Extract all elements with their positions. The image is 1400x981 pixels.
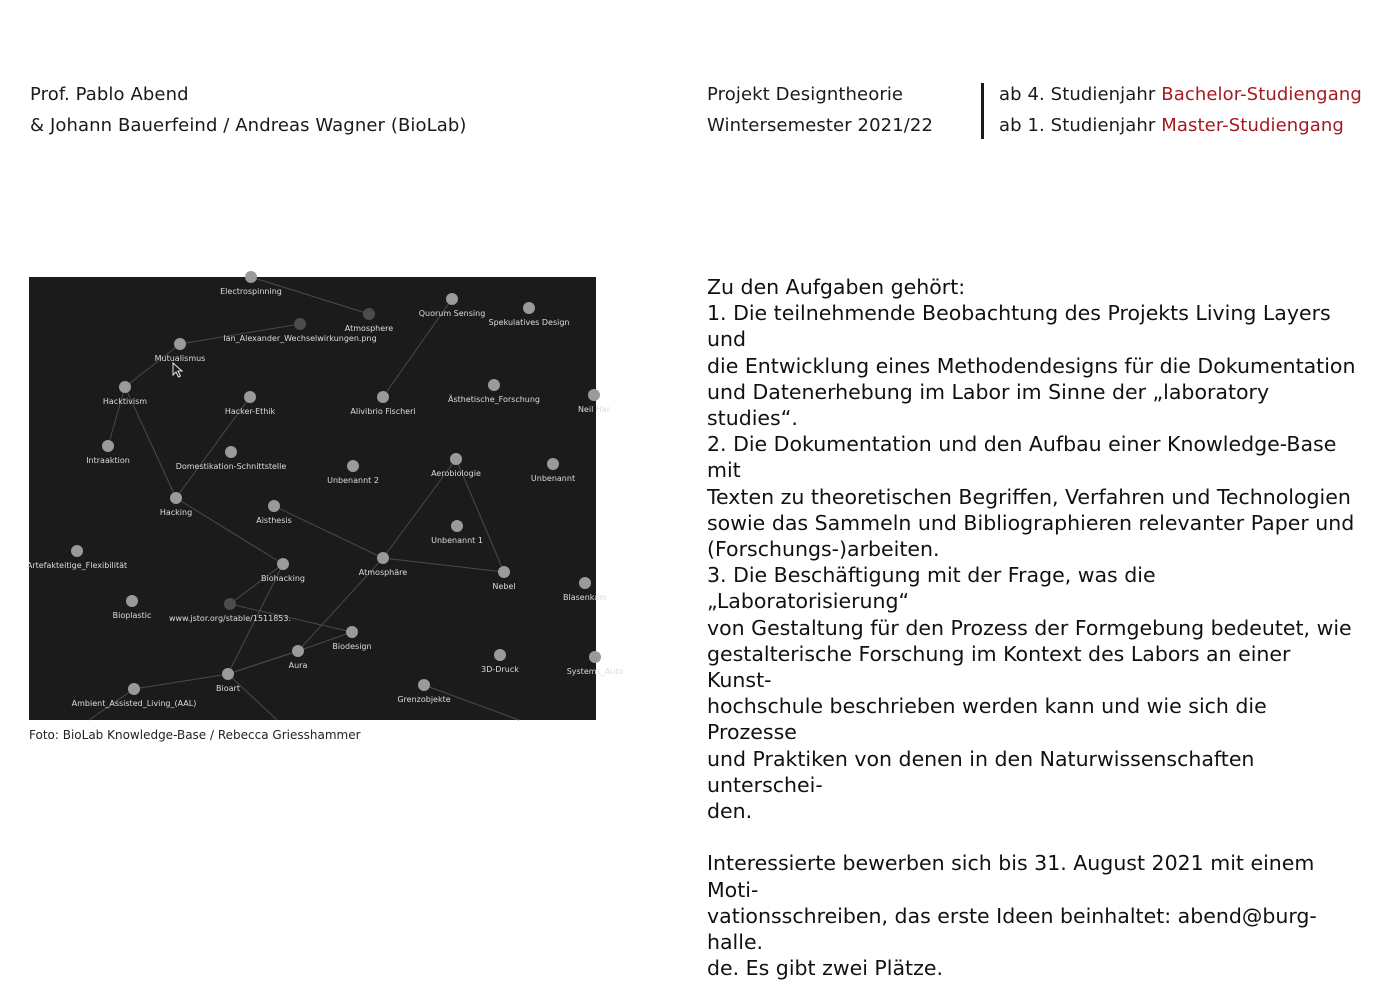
graph-node-label: Quorum Sensing <box>418 309 486 318</box>
mouse-cursor-icon <box>173 363 182 377</box>
text-line: die Entwicklung eines Methodendesigns für die Dokumentation <box>707 353 1356 378</box>
graph-node-dot <box>174 338 186 350</box>
graph-node-label: Ian_Alexander_Wechselwirkungen.png <box>223 334 377 343</box>
graph-node <box>419 293 486 318</box>
graph-edges <box>89 277 519 720</box>
graph-node-dot <box>451 520 463 532</box>
text-line: 2. Die Dokumentation und den Aufbau einer Knowledge-Base mit <box>707 432 1337 483</box>
graph-node-label: Unbenannt <box>530 474 576 483</box>
graph-node-dot <box>589 651 601 663</box>
graph-node <box>359 552 407 577</box>
author-line-1: Prof. Pablo Abend <box>30 84 189 105</box>
graph-node <box>531 458 575 483</box>
graph-node-label: Biohacking <box>261 574 305 583</box>
graph-node-dot <box>498 566 510 578</box>
graph-node-dot <box>488 379 500 391</box>
graph-node <box>431 520 483 545</box>
text-line: Texten zu theoretischen Begriffen, Verfahren und Technologien <box>707 484 1351 509</box>
graph-node-label: Neil Har <box>577 405 611 414</box>
graph-node <box>169 598 291 623</box>
header-authors <box>30 79 467 141</box>
header-divider <box>981 83 984 139</box>
graph-node <box>327 460 379 485</box>
graph-node-label: Bioplastic <box>112 611 152 620</box>
graph-node-dot <box>244 391 256 403</box>
graph-node-label: www.jstor.org/stable/1511853. <box>168 614 292 623</box>
text-line: und Datenerhebung im Labor im Sinne der „laboratory studies“. <box>707 379 1270 431</box>
graph-node-label: Intraaktion <box>86 456 130 465</box>
graph-edge <box>228 651 298 674</box>
graph-node-dot <box>579 577 591 589</box>
graph-nodes <box>27 271 624 708</box>
text-line: sowie das Sammeln und Bibliographieren relevanter Paper und <box>707 510 1355 535</box>
knowledge-graph-image <box>26 277 624 720</box>
graph-node-dot <box>224 598 236 610</box>
graph-node <box>103 381 147 406</box>
image-caption: Foto: BioLab Knowledge-Base / Rebecca Griesshammer <box>29 728 361 742</box>
text-line: Zu den Aufgaben gehört: <box>707 275 966 299</box>
graph-node-label: Aura <box>288 661 308 670</box>
graph-node-dot <box>245 271 257 283</box>
text-line: de. Es gibt zwei Plätze. <box>707 956 943 981</box>
graph-node-label: 3D-Druck <box>481 665 519 674</box>
author-line-2: & Johann Bauerfeind / Andreas Wagner (BioLab) <box>30 115 467 136</box>
graph-node-label: Unbenannt 1 <box>431 536 483 545</box>
text-line: von Gestaltung für den Prozess der Formgebung bedeutet, wie <box>707 615 1352 640</box>
graph-node-dot <box>547 458 559 470</box>
text-line: vationsschreiben, das erste Ideen beinhaltet: abend@burg-halle. <box>707 903 1317 955</box>
graph-node-label: Aisthesis <box>256 516 292 525</box>
application-paragraph <box>707 850 1357 981</box>
graph-node-label: Electrospinning <box>220 287 282 296</box>
audience-bachelor-prefix: ab 4. Studienjahr <box>999 84 1162 105</box>
graph-node-label: Spekulatives Design <box>488 318 570 327</box>
graph-node-label: Systems_Auto <box>566 667 624 676</box>
graph-node-dot <box>588 389 600 401</box>
graph-node <box>488 302 569 327</box>
graph-node-label: Atmosphäre <box>358 568 408 577</box>
semester: Wintersemester 2021/22 <box>707 115 934 136</box>
graph-edge <box>108 387 125 446</box>
graph-node <box>113 595 152 620</box>
graph-node <box>27 545 127 570</box>
graph-node-label: Artefakteitige_Flexibilität <box>26 561 128 570</box>
graph-node-dot <box>346 626 358 638</box>
text-line: Interessierte bewerben sich bis 31. August 2021 mit einem Moti- <box>707 851 1315 902</box>
graph-node-dot <box>119 381 131 393</box>
graph-node-dot <box>292 645 304 657</box>
graph-node-dot <box>277 558 289 570</box>
graph-node <box>345 308 394 333</box>
graph-node-label: Bioart <box>216 684 240 693</box>
graph-node-label: Hacktivism <box>102 397 148 406</box>
graph-edge <box>125 344 180 387</box>
tasks-paragraph <box>707 274 1357 824</box>
graph-node-dot <box>377 391 389 403</box>
graph-node-dot <box>446 293 458 305</box>
graph-node-dot <box>71 545 83 557</box>
description-text <box>707 274 1357 981</box>
audience-master <box>999 110 1362 141</box>
text-line: 3. Die Beschäftigung mit der Frage, was die „Laboratorisierung“ <box>707 563 1156 614</box>
graph-node <box>72 683 197 708</box>
graph-node-label: Atmosphere <box>344 324 394 333</box>
graph-node-dot <box>170 492 182 504</box>
graph-node <box>567 651 624 676</box>
graph-node-label: Hacking <box>159 508 193 517</box>
audience-bachelor <box>999 79 1362 110</box>
graph-node-dot <box>347 460 359 472</box>
graph-node-label: Nebel <box>492 582 516 591</box>
graph-node <box>176 446 287 471</box>
audience-master-prefix: ab 1. Studienjahr <box>999 115 1162 136</box>
graph-node-dot <box>102 440 114 452</box>
graph-node-label: Ästhetische_Forschung <box>447 395 541 404</box>
graph-node-label: Alivibrio Fischeri <box>350 407 416 416</box>
graph-node <box>431 453 481 478</box>
knowledge-graph <box>26 277 624 720</box>
graph-node-dot <box>363 308 375 320</box>
graph-node-dot <box>222 668 234 680</box>
graph-node <box>492 566 515 591</box>
graph-node <box>481 649 519 674</box>
graph-node-label: Aerobiologie <box>431 469 481 478</box>
graph-edge <box>134 674 228 689</box>
graph-node-dot <box>225 446 237 458</box>
graph-node-dot <box>418 679 430 691</box>
text-line: hochschule beschrieben werden kann und wie sich die Prozesse <box>707 694 1267 745</box>
paragraph-gap <box>707 824 1357 850</box>
header-project <box>707 79 933 141</box>
graph-node-dot <box>377 552 389 564</box>
graph-node <box>261 558 305 583</box>
graph-node-label: Biodesign <box>332 642 372 651</box>
header-audience <box>999 79 1362 141</box>
graph-node-label: Blasenkam <box>563 593 607 602</box>
text-line: gestalterische Forschung im Kontext des Labors an einer Kunst- <box>707 641 1291 693</box>
graph-edge <box>230 564 283 604</box>
graph-node-label: Unbenannt 2 <box>327 476 379 485</box>
graph-node <box>448 379 540 404</box>
master-link[interactable]: Master-Studiengang <box>1161 115 1344 136</box>
project-title: Projekt Designtheorie <box>707 84 904 105</box>
graph-node-dot <box>450 453 462 465</box>
graph-node-dot <box>126 595 138 607</box>
graph-edge <box>228 674 277 720</box>
bachelor-link[interactable]: Bachelor-Studiengang <box>1161 84 1362 105</box>
graph-node-dot <box>294 318 306 330</box>
graph-node-label: Hacker-Ethik <box>224 407 276 416</box>
graph-node <box>86 440 130 465</box>
graph-node-dot <box>494 649 506 661</box>
text-line: 1. Die teilnehmende Beobachtung des Projekts Living Layers und <box>707 301 1331 352</box>
graph-node-label: Mutualismus <box>154 354 206 363</box>
graph-node <box>332 626 371 651</box>
graph-node-dot <box>128 683 140 695</box>
graph-node-dot <box>523 302 535 314</box>
graph-node <box>256 500 292 525</box>
graph-node-label: Domestikation-Schnittstelle <box>175 462 287 471</box>
graph-node <box>225 391 276 416</box>
text-line: (Forschungs-)arbeiten. <box>707 537 940 562</box>
graph-node-dot <box>268 500 280 512</box>
graph-node <box>350 391 415 416</box>
graph-node-label: Ambient_Assisted_Living_(AAL) <box>71 699 197 708</box>
graph-edge <box>274 506 383 558</box>
graph-node <box>578 389 611 414</box>
graph-node <box>155 338 206 363</box>
text-line: und Praktiken von denen in den Naturwissenschaften unterschei- <box>707 746 1255 797</box>
graph-node-label: Grenzobjekte <box>397 695 451 704</box>
text-line: den. <box>707 799 753 824</box>
graph-node <box>563 577 607 602</box>
